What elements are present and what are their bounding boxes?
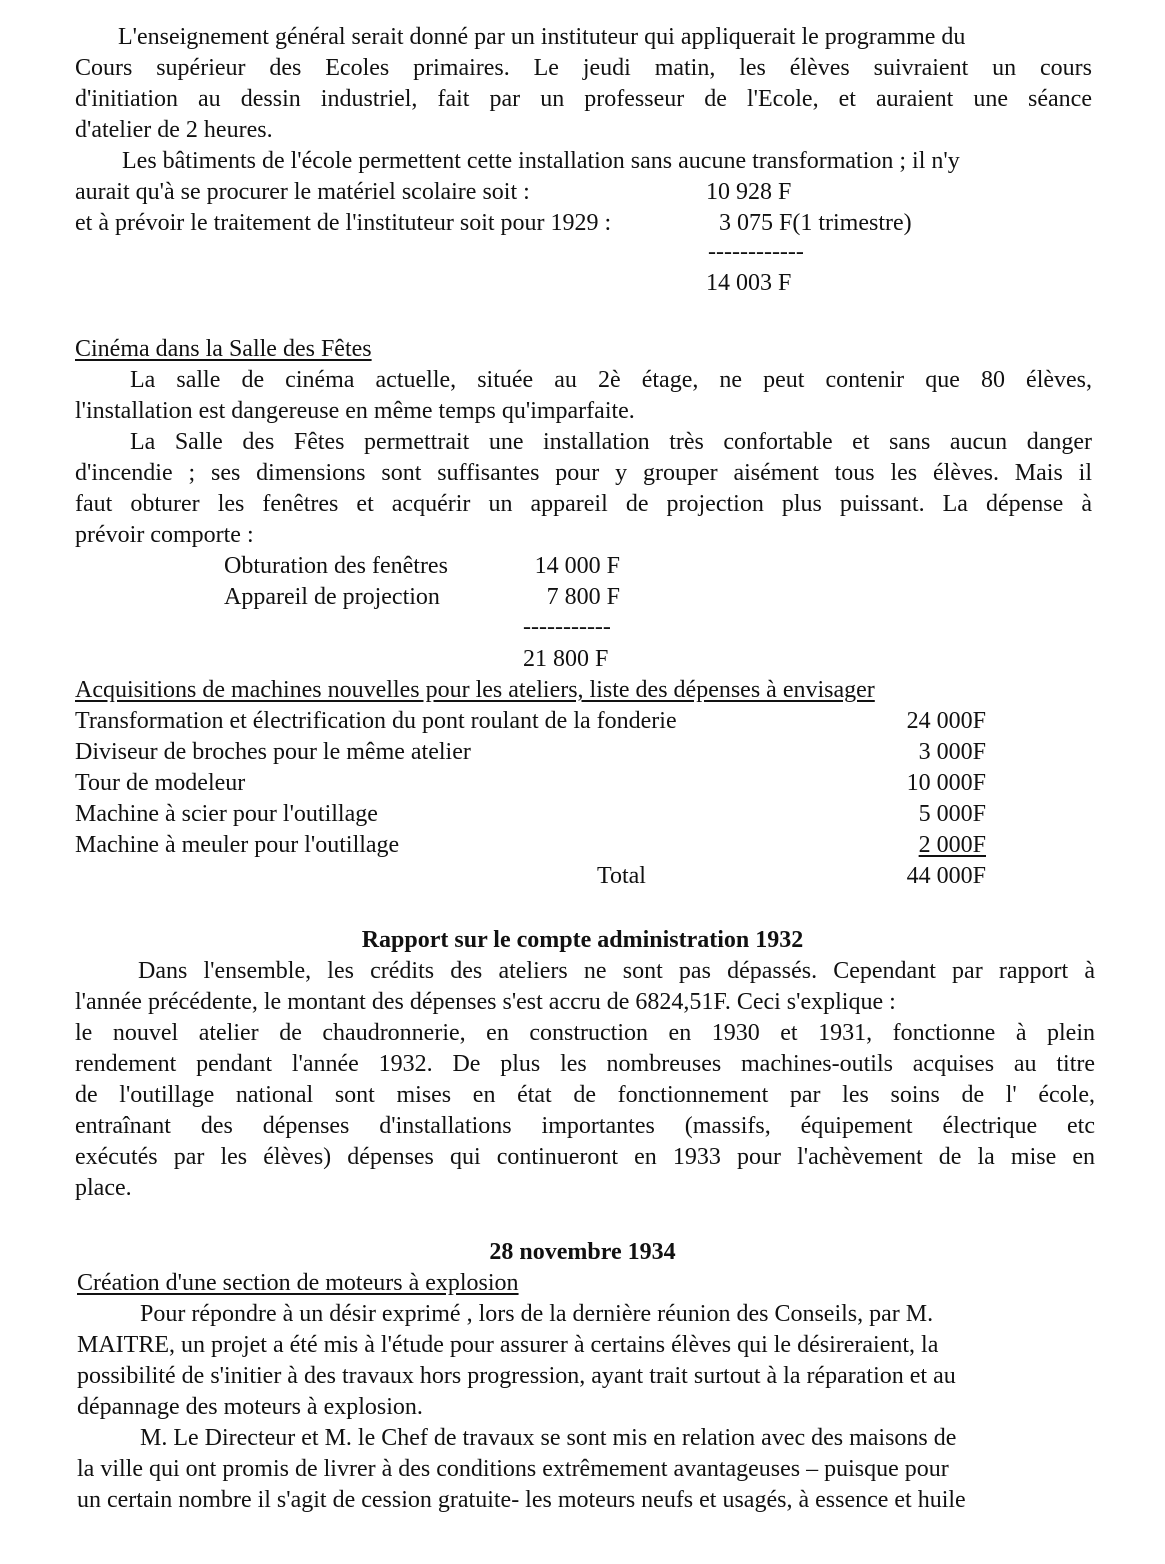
machines-heading: Acquisitions de machines nouvelles pour les ateliers, liste des dépenses à envisager [75, 677, 875, 703]
section-1934-paragraph-2-line-1: M. Le Directeur et M. le Chef de travaux se sont mis en relation avec des maisons de [140, 1425, 957, 1451]
section-1934-paragraph-2-line-2: la ville qui ont promis de livrer à des conditions extrêmement avantageuses – puisque pour [77, 1456, 949, 1482]
machine-item-amount: 10 000F [906, 770, 986, 796]
cinema-paragraph-1-line-1: La salle de cinéma actuelle, située au 2è étage, ne peut contenir que 80 élèves, [130, 367, 1092, 393]
section-1934-paragraph-2-line-3: un certain nombre il s'agit de cession gratuite- les moteurs neufs et usagés, à essence et huile [77, 1487, 966, 1513]
machine-item-label: Tour de modeleur [75, 770, 246, 796]
section-1934-paragraph-1-line-2: MAITRE, un projet a été mis à l'étude pour assurer à certains élèves qui le désireraient, la [77, 1332, 939, 1358]
machines-total-label: Total [597, 863, 646, 889]
rapport-line-6: entraînant des dépenses d'installations importantes (massifs, équipement électrique etc [75, 1113, 1095, 1139]
rapport-line-2: l'année précédente, le montant des dépenses s'est accru de 6824,51F. Ceci s'explique : [75, 989, 896, 1015]
section-date: 28 novembre 1934 [489, 1239, 676, 1265]
machine-item-label: Transformation et électrification du pont roulant de la fonderie [75, 708, 677, 734]
section-1934-heading: Création d'une section de moteurs à explosion [77, 1270, 519, 1296]
paragraph-1-line-3: d'initiation au dessin industriel, fait par un professeur de l'Ecole, et auraient une séance [75, 86, 1092, 112]
machine-item-label: Machine à meuler pour l'outillage [75, 832, 400, 858]
sum-separator: ------------ [708, 239, 804, 265]
paragraph-1-line-4: d'atelier de 2 heures. [75, 117, 273, 143]
cinema-paragraph-2-line-4: prévoir comporte : [75, 522, 254, 548]
school-material-amount: 10 928 F [706, 179, 792, 205]
paragraph-2-total: 14 003 F [706, 270, 792, 296]
rapport-line-5: de l'outillage national sont mises en état de fonctionnement par les soins de l' école, [75, 1082, 1095, 1108]
machine-item-amount: 5 000F [918, 801, 986, 827]
cinema-heading: Cinéma dans la Salle des Fêtes [75, 336, 372, 362]
paragraph-2-line-1: Les bâtiments de l'école permettent cette installation sans aucune transformation ; il n'y [122, 148, 960, 174]
teacher-salary-amount: 3 075 F(1 trimestre) [719, 210, 912, 236]
cinema-paragraph-2-line-3: faut obturer les fenêtres et acquérir un appareil de projection plus puissant. La dépense à [75, 491, 1092, 517]
machine-item-amount: 3 000F [918, 739, 986, 765]
rapport-line-4: rendement pendant l'année 1932. De plus les nombreuses machines-outils acquises au titre [75, 1051, 1095, 1077]
cinema-item-amount: 7 800 F [546, 584, 620, 610]
cinema-paragraph-2-line-1: La Salle des Fêtes permettrait une installation très confortable et sans aucun danger [130, 429, 1092, 455]
paragraph-2-line-3: et à prévoir le traitement de l'instituteur soit pour 1929 : [75, 210, 612, 236]
machines-total: 44 000F [906, 863, 986, 889]
rapport-heading: Rapport sur le compte administration 1932 [361, 927, 804, 953]
rapport-line-8: place. [75, 1175, 132, 1201]
machine-item-amount: 2 000F [918, 832, 986, 858]
cinema-separator: ----------- [523, 614, 611, 640]
rapport-line-1: Dans l'ensemble, les crédits des ateliers ne sont pas dépassés. Cependant par rapport à [138, 958, 1095, 984]
section-1934-paragraph-1-line-1: Pour répondre à un désir exprimé , lors de la dernière réunion des Conseils, par M. [140, 1301, 934, 1327]
paragraph-1-line-1: L'enseignement général serait donné par un instituteur qui appliquerait le programme du [118, 24, 966, 50]
section-1934-paragraph-1-line-3: possibilité de s'initier à des travaux hors progression, ayant trait surtout à la réparation et au [77, 1363, 956, 1389]
section-1934-paragraph-1-line-4: dépannage des moteurs à explosion. [77, 1394, 423, 1420]
machine-item-label: Machine à scier pour l'outillage [75, 801, 378, 827]
machine-item-amount: 24 000F [906, 708, 986, 734]
paragraph-1-line-2: Cours supérieur des Ecoles primaires. Le jeudi matin, les élèves suivraient un cours [75, 55, 1092, 81]
cinema-item-label: Obturation des fenêtres [224, 553, 448, 579]
machine-item-label: Diviseur de broches pour le même atelier [75, 739, 471, 765]
cinema-paragraph-1-line-2: l'installation est dangereuse en même temps qu'imparfaite. [75, 398, 635, 424]
cinema-paragraph-2-line-2: d'incendie ; ses dimensions sont suffisantes pour y grouper aisément tous les élèves. Mais il [75, 460, 1092, 486]
rapport-line-3: le nouvel atelier de chaudronnerie, en construction en 1930 et 1931, fonctionne à plein [75, 1020, 1095, 1046]
rapport-line-7: exécutés par les élèves) dépenses qui continueront en 1933 pour l'achèvement de la mise en [75, 1144, 1095, 1170]
cinema-item-label: Appareil de projection [224, 584, 440, 610]
cinema-total: 21 800 F [523, 646, 609, 672]
paragraph-2-line-2: aurait qu'à se procurer le matériel scolaire soit : [75, 179, 530, 205]
cinema-item-amount: 14 000 F [534, 553, 620, 579]
